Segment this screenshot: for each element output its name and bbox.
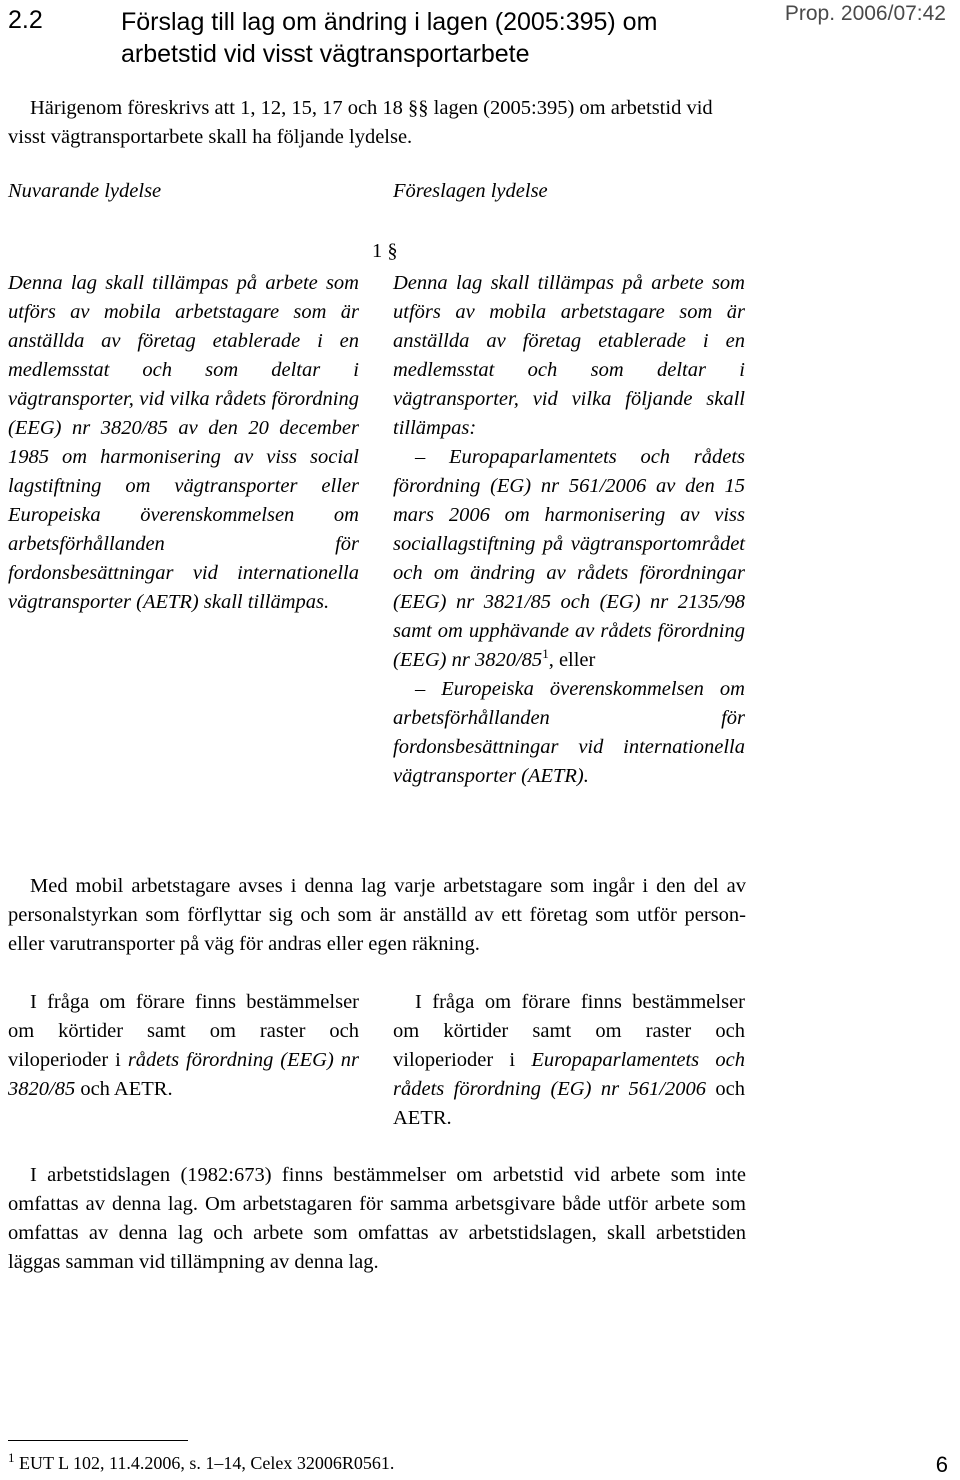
current-wording-heading: Nuvarande lydelse xyxy=(8,180,162,202)
section-mark: 1 § xyxy=(372,240,398,262)
proposed-para-1 xyxy=(393,269,745,791)
proposed-para-3 xyxy=(393,988,745,1133)
proposed-para-3-post: och AETR. xyxy=(393,1078,745,1129)
current-para-1: Denna lag skall tillämpas på arbete som utförs av mobila arbetstagare som är anställda av företag etablerade i en medlemsstat och som deltar i vägtransporter, vid vilka rådets förordning (EEG) nr 3820/85 av den 20 december 1985 om harmonisering av viss social lagstiftning om vägtransporter eller Europeiska överenskommelsen om arbetsförhållanden för fordonsbesättningar vid internationella vägtransporter (AETR) skall tillämpas. xyxy=(8,272,359,613)
paragraph-mobile-worker: Med mobil arbetstagare avses i denna lag varje arbetstagare som ingår i den del av personalstyrkan som förflyttar sig och som är anställd av ett företag som utför person- eller varutransporter på väg för andras eller egen räkning. xyxy=(8,875,746,955)
footnote xyxy=(8,1450,395,1474)
proposed-para-1-intro: Denna lag skall tillämpas på arbete som utförs av mobila arbetstagare som är anställda av företag etablerade i en medlemsstat och som deltar i vägtransporter, vid vilka följande skall tillämpas: xyxy=(393,272,745,439)
current-para-3-pre: I fråga om förare finns bestämmelser om körtider samt om raster och viloperioder i xyxy=(8,991,359,1071)
footnote-reference[interactable]: 1 xyxy=(542,646,549,662)
proposed-list-item-2: – Europeiska överenskommelsen om arbetsförhållanden för fordonsbesättningar vid internationella vägtransporter (AETR). xyxy=(393,678,745,787)
footnote-text: EUT L 102, 11.4.2006, s. 1–14, Celex 32006R0561. xyxy=(14,1453,395,1473)
proposition-reference: Prop. 2006/07:42 xyxy=(784,2,946,25)
proposed-list-item-1 xyxy=(393,443,745,675)
proposed-para-3-pre: I fråga om förare finns bestämmelser om körtider samt om raster och viloperioder i xyxy=(393,991,745,1071)
proposed-list-item-1-tail: , eller xyxy=(548,649,596,671)
current-para-3-post: och AETR. xyxy=(75,1078,173,1100)
footnote-divider xyxy=(8,1440,188,1441)
proposed-wording-heading: Föreslagen lydelse xyxy=(393,180,548,202)
footnote-marker: 1 xyxy=(8,1450,15,1465)
page-number: 6 xyxy=(935,1452,948,1477)
proposed-para-3-italic: Europaparlamentets och rådets förordning (EG) nr 561/2006 xyxy=(393,1049,745,1100)
current-para-3 xyxy=(8,988,359,1104)
paragraph-working-time-act: I arbetstidslagen (1982:673) finns bestämmelser om arbetstid vid arbete som inte omfattas av denna lag. Om arbetstagaren för samma arbetsgivare både utför arbete som omfattas av denna lag och arbete som omfattas av arbetstidslagen, skall arbetstiden läggas samman vid tillämpning av denna lag. xyxy=(8,1164,746,1273)
intro-paragraph: Härigenom föreskrivs att 1, 12, 15, 17 och 18 §§ lagen (2005:395) om arbetstid vid visst vägtransportarbete skall ha följande lydelse. xyxy=(8,97,713,148)
section-title: Förslag till lag om ändring i lagen (2005:395) om arbetstid vid visst vägtransportarbete xyxy=(121,8,658,68)
section-number: 2.2 xyxy=(8,6,43,34)
current-para-3-italic: rådets förordning (EEG) nr 3820/85 xyxy=(8,1049,359,1100)
proposed-list-item-1-text: – Europaparlamentets och rådets förordning (EG) nr 561/2006 av den 15 mars 2006 om harmonisering av viss sociallagstiftning på vägtransportområdet och om ändring av rådets förordningar (EEG) nr 3821/85 och (EG) nr 2135/98 samt om upphävande av rådets förordning (EEG) nr 3820/85 xyxy=(393,446,745,671)
